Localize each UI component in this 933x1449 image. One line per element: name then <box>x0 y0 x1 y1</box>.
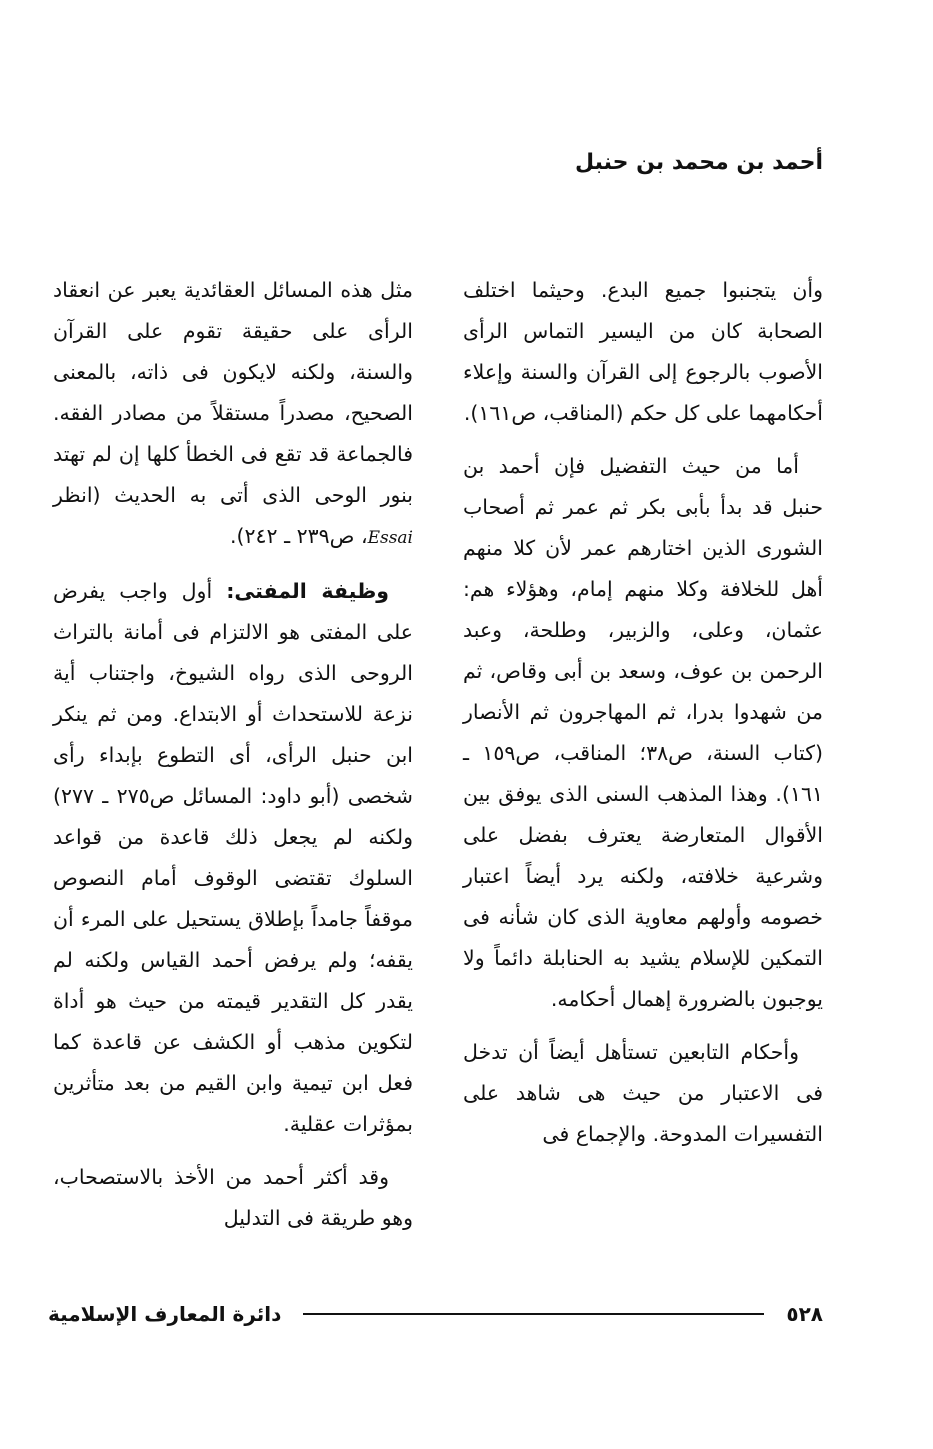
page-number: ٥٢٨ <box>786 1302 823 1326</box>
paragraph: وأحكام التابعين تستأهل أيضاً أن تدخل فى الاعتبار من حيث هى شاهد على التفسيرات المدوحة. والإجماع فى <box>463 1040 823 1146</box>
latin-citation: Essai <box>367 528 413 548</box>
paragraph <box>53 270 413 559</box>
section-term: وظيفة المفتى: <box>226 579 390 603</box>
paragraph: وأن يتجنبوا جميع البدع. وحيثما اختلف الصحابة كان من اليسير التماس الرأى الأصوب بالرجوع إلى القرآن والسنة وإعلاء أحكامهما على كل حكم (المناقب، ص١٦١). <box>463 278 823 425</box>
paragraph: وقد أكثر أحمد من الأخذ بالاستصحاب، وهو طريقة فى التدليل <box>53 1165 413 1230</box>
publication-title: دائرة المعارف الإسلامية <box>48 1302 282 1326</box>
left-column <box>53 270 413 1251</box>
paragraph-text: أول واجب يفرض على المفتى هو الالتزام فى أمانة بالتراث الروحى الذى رواه الشيوخ، واجتناب أية نزعة للاستحداث أو الابتداع. ومن ثم ينكر ابن حنبل الرأى، أى التطوع بإبداء رأى شخصى (أبو داود: المسائل ص٢٧٥ ـ ٢٧٧) ولكنه لم يجعل ذلك قاعدة من قواعد السلوك تقتضى الوقوف أمام النصوص موقفاً جامداً بإطلاق يستحيل على المرء أن يقفه؛ ولم يرفض أحمد القياس ولكنه لم يقدر كل التقدير قيمته من حيث هو أداة لتكوين مذهب أو الكشف عن قاعدة كما فعل ابن تيمية وابن القيم من بعد متأثرين بمؤثرات عقلية. <box>53 579 413 1136</box>
page-footer <box>48 1302 823 1326</box>
paragraph: أما من حيث التفضيل فإن أحمد بن حنبل قد بدأ بأبى بكر ثم عمر ثم أصحاب الشورى الذين اختارهم عمر لأن كلا منهم أهل للخلافة وكلا منهم إمام، وهؤلاء هم: عثمان، وعلى، والزبير، وطلحة، وعبد الرحمن بن عوف، وسعد بن أبى وقاص، ثم من شهدوا بدرا، ثم المهاجرون ثم الأنصار (كتاب السنة، ص٣٨؛ المناقب، ص١٥٩ ـ ١٦١). وهذا المذهب السنى الذى يوفق بين الأقوال المتعارضة يعترف بفضل على وشرعية خلافته، ولكنه يرد أيضاً اعتبار خصومه وأولهم معاوية الذى كان شأنه فى التمكين للإسلام يشيد به الحنابلة دائماً ولا يوجبون بالضرورة إهمال أحكامه. <box>463 454 824 1011</box>
paragraph-text: ، ص٢٣٩ ـ ٢٤٢). <box>229 524 368 548</box>
paragraph-text: مثل هذه المسائل العقائدية يعبر عن انعقاد الرأى على حقيقة تقوم على القرآن والسنة، ولكنه لايكون فى ذاته، بالمعنى الصحيح، مصدراً مستقلاً من مصادر الفقه. فالجماعة قد تقع فى الخطأ كلها إن لم تهتد بنور الوحى الذى أتى به الحديث (انظر <box>53 278 413 507</box>
paragraph <box>53 571 413 1145</box>
footer-rule <box>303 1313 764 1315</box>
running-header-title: أحمد بن محمد بن حنبل <box>575 150 823 175</box>
right-column <box>463 270 823 1167</box>
